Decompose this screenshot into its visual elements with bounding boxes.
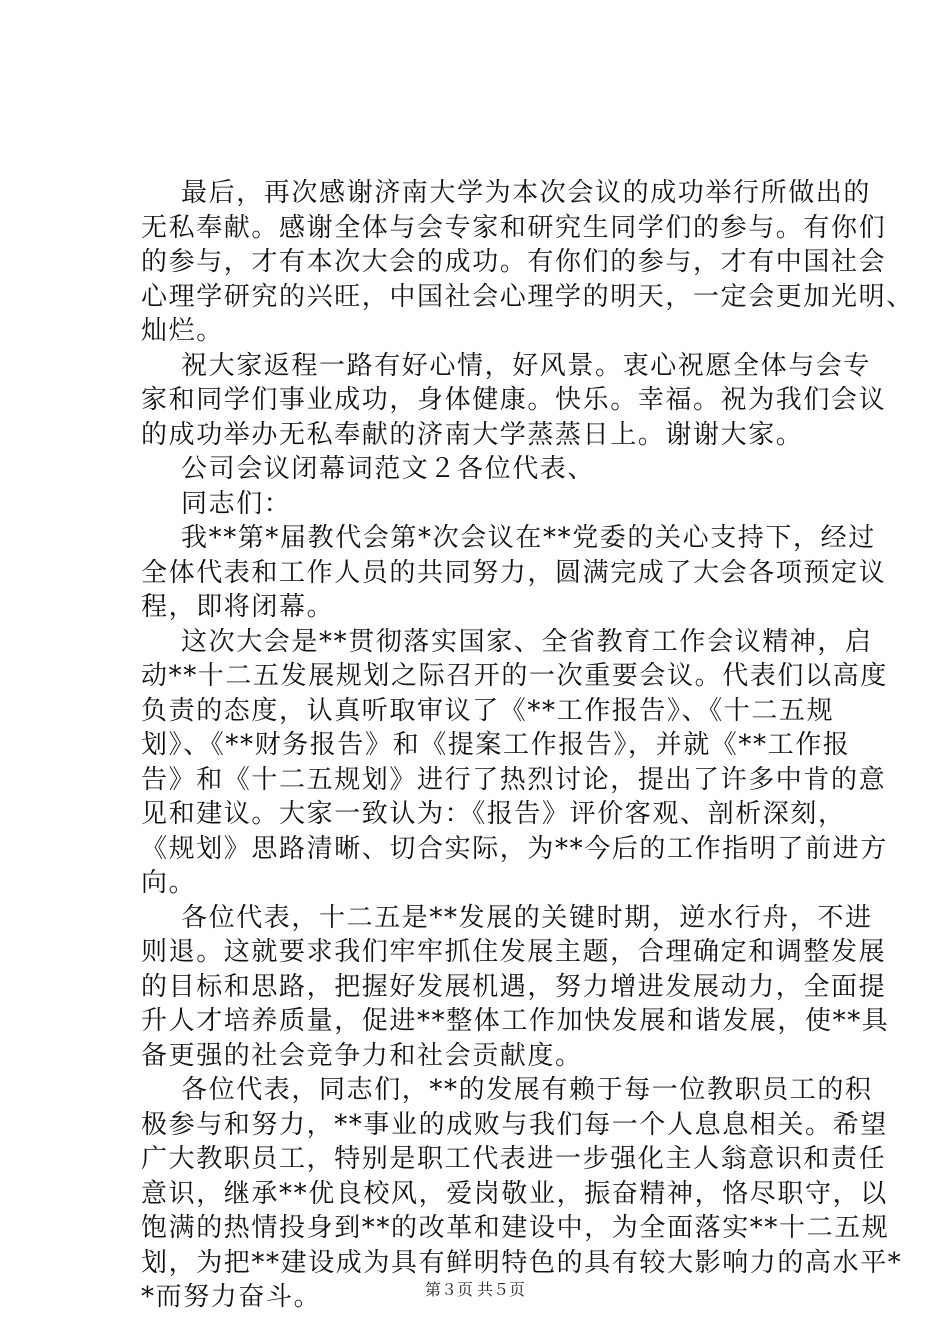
text-line: 则退。这就要求我们牢牢抓住发展主题，合理确定和调整发展 [141,937,887,967]
text-line: 程，即将闭幕。 [141,592,335,622]
text-line: *而努力奋斗。 [141,1282,322,1312]
text-line: 负责的态度，认真听取审议了《**工作报告》、《十二五规 [141,695,835,726]
text-line: 意识，继承**优良校风，爱岗敬业，振奋精神，恪尽职守，以 [141,1178,888,1209]
paragraph-development [141,901,890,1074]
text-line: 告》和《十二五规划》进行了热烈讨论，提出了许多中肯的意 [141,764,887,795]
text-line: 备更强的社会竞争力和社会贡献度。 [141,1040,583,1071]
text-line: 公司会议闭幕词范文２各位代表、 [181,454,596,484]
text-line: 向。 [141,868,197,898]
text-line: 饱满的热情投身到**的改革和建设中，为全面落实**十二五规 [141,1213,890,1243]
paragraph-sample-title [141,452,821,487]
paragraph-opening [141,521,887,625]
text-line: 动**十二五发展规划之际召开的一次重要会议。代表们以高度 [141,661,888,691]
text-line: 最后，再次感谢济南大学为本次会议的成功举行所做出的 [181,178,872,208]
text-line: 各位代表，十二五是**发展的关键时期，逆水行舟，不进 [181,902,873,933]
document-body [141,176,914,1315]
text-line: 全体代表和工作人员的共同努力，圆满完成了大会各项预定议 [141,557,887,588]
paragraph-thanks [141,176,914,349]
text-line: 灿烂。 [141,316,224,346]
text-line: 广大教职员工，特别是职工代表进一步强化主人翁意识和责任 [141,1144,887,1174]
text-line: 家和同学们事业成功，身体健康。快乐。幸福。祝为我们会议 [141,385,887,415]
text-line: 升人才培养质量，促进**整体工作加快发展和谐发展，使**具 [141,1006,890,1036]
text-line: 《规划》思路清晰、切合实际，为**今后的工作指明了前进方 [141,833,888,864]
text-line: 见和建议。大家一致认为：《报告》评价客观、剖析深刻， [141,799,846,829]
text-line: 划》、《**财务报告》和《提案工作报告》，并就《**工作报 [141,730,851,760]
text-line: 无私奉献。感谢全体与会专家和研究生同学们的参与。有你们 [141,212,887,243]
text-line: 的参与，才有本次大会的成功。有你们的参与，才有中国社会 [141,247,887,277]
text-line: 的目标和思路，把握好发展机遇，努力增进发展动力，全面提 [141,971,887,1002]
text-line: 祝大家返程一路有好心情，好风景。衷心祝愿全体与会专 [181,350,872,381]
text-line: 我**第*届教代会第*次会议在**党委的关心支持下，经过 [181,523,876,553]
text-line: 各位代表，同志们，**的发展有赖于每一位教职员工的积 [181,1075,873,1105]
text-line: 划，为把**建设成为具有鲜明特色的具有较大影响力的高水平* [141,1247,903,1278]
text-line: 极参与和努力，**事业的成败与我们每一个人息息相关。希望 [141,1109,888,1140]
paragraph-greeting [141,487,821,522]
page-footer: 第３页 共５页 [424,1282,525,1299]
paragraph-wishes [141,349,887,453]
paragraph-review [141,625,888,901]
text-line: 心理学研究的兴旺，中国社会心理学的明天，一定会更加光明、 [141,281,914,312]
text-line: 同志们： [181,488,292,519]
text-line: 的成功举办无私奉献的济南大学蒸蒸日上。谢谢大家。 [141,419,804,450]
text-line: 这次大会是**贯彻落实国家、全省教育工作会议精神，启 [181,626,873,657]
